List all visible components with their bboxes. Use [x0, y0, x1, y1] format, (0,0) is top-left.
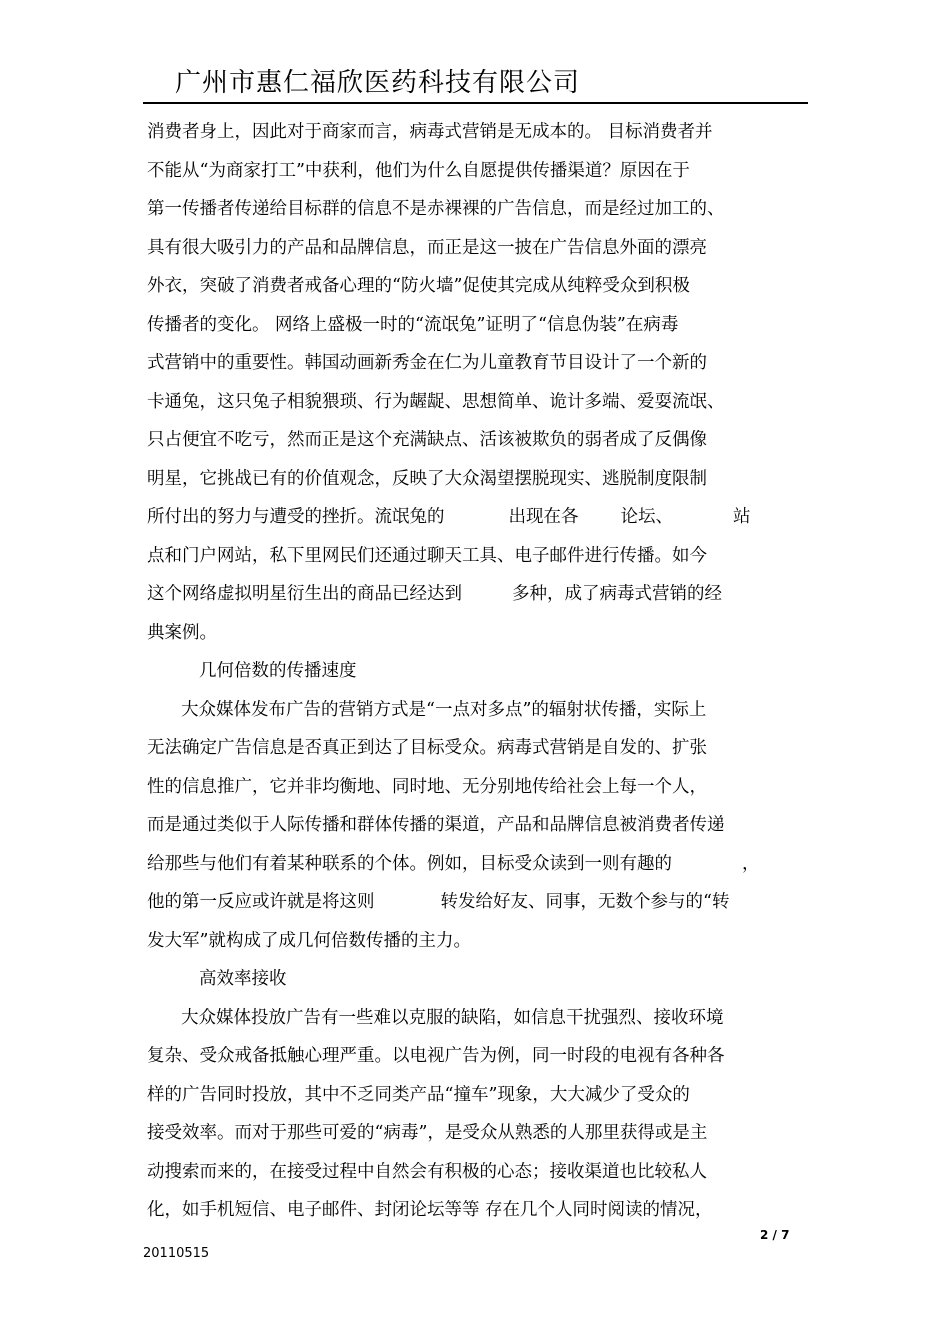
text-fragment: 所付出的努力与遭受的挫折。流氓兔的 — [147, 507, 445, 527]
page-number: 2 / 7 — [760, 1228, 790, 1242]
text-line: 发大军”就构成了成几何倍数传播的主力。 — [147, 930, 471, 951]
text-line: 第一传播者传递给目标群的信息不是赤裸裸的广告信息，而是经过加工的、 — [147, 199, 725, 219]
text-line: 传播者的变化。 网络上盛极一时的“流氓兔”证明了“信息伪装”在病毒 — [147, 314, 679, 335]
text-fragment: 他的第一反应或许就是将这则 — [147, 892, 375, 912]
text-fragment: 给那些与他们有着某种联系的个体。例如，目标受众读到一则有趣的 — [147, 853, 672, 874]
text-line: 卡通兔，这只兔子相貌猥琐、行为龌龊、思想简单、诡计多端、爱耍流氓、 — [147, 391, 725, 412]
page-header — [143, 58, 808, 104]
text-line: 式营销中的重要性。韩国动画新秀金在仁为儿童教育节目设计了一个新的 — [147, 353, 707, 373]
text-line — [147, 883, 817, 922]
text-fragment: 转发给好友、同事，无数个参与的“转 — [440, 892, 730, 912]
text-fragment: 出现在各 — [508, 507, 579, 527]
text-line — [147, 575, 817, 614]
text-line: 性的信息推广，它并非均衡地、同时地、无分别地传给社会上每一个人， — [147, 776, 707, 797]
document-body — [147, 113, 817, 1230]
text-fragment: 站 — [733, 507, 751, 527]
text-line: 只占便宜不吃亏，然而正是这个充满缺点、活该被欺负的弱者成了反偶像 — [147, 430, 707, 450]
text-line: 外衣，突破了消费者戒备心理的“防火墙”促使其完成从纯粹受众到积极 — [147, 276, 690, 296]
text-line: 具有很大吸引力的产品和品牌信息，而正是这一披在广告信息外面的漂亮 — [147, 237, 707, 258]
text-fragment: 论坛、 — [620, 507, 673, 527]
text-line: 点和门户网站，私下里网民们还通过聊天工具、电子邮件进行传播。如今 — [147, 545, 707, 566]
section-heading: 高效率接收 — [199, 969, 287, 989]
company-name: 广州市惠仁福欣医药科技有限公司 — [175, 68, 581, 98]
text-line: 消费者身上，因此对于商家而言，病毒式营销是无成本的。 目标消费者并 — [147, 122, 713, 142]
text-fragment: 这个网络虚拟明星衍生出的商品已经达到 — [147, 584, 462, 604]
text-line — [147, 498, 817, 537]
text-line — [147, 845, 817, 884]
text-line: 大众媒体发布广告的营销方式是“一点对多点”的辐射状传播，实际上 — [181, 699, 707, 720]
text-line: 化，如手机短信、电子邮件、封闭论坛等等 存在几个人同时阅读的情况， — [147, 1200, 713, 1220]
footer-date: 20110515 — [143, 1246, 210, 1261]
text-line: 而是通过类似于人际传播和群体传播的渠道，产品和品牌信息被消费者传递 — [147, 815, 725, 835]
text-fragment: ， — [742, 853, 760, 874]
text-line: 典案例。 — [147, 622, 217, 643]
text-line: 无法确定广告信息是否真正到达了目标受众。病毒式营销是自发的、扩张 — [147, 738, 707, 758]
text-line: 接受效率。而对于那些可爱的“病毒”，是受众从熟悉的人那里获得或是主 — [147, 1123, 708, 1143]
text-line: 动搜索而来的，在接受过程中自然会有积极的心态；接收渠道也比较私人 — [147, 1161, 707, 1182]
text-line: 样的广告同时投放，其中不乏同类产品“撞车”现象，大大减少了受众的 — [147, 1084, 690, 1105]
text-line: 不能从“为商家打工”中获利，他们为什么自愿提供传播渠道？原因在于 — [147, 160, 690, 181]
text-line: 大众媒体投放广告有一些难以克服的缺陷，如信息干扰强烈、接收环境 — [181, 1007, 724, 1028]
text-line: 复杂、受众戒备抵触心理严重。以电视广告为例，同一时段的电视有各种各 — [147, 1046, 725, 1066]
text-fragment: 多种，成了病毒式营销的经 — [512, 584, 722, 604]
section-heading: 几何倍数的传播速度 — [199, 661, 357, 681]
text-line: 明星，它挑战已有的价值观念，反映了大众渴望摆脱现实、逃脱制度限制 — [147, 468, 707, 489]
